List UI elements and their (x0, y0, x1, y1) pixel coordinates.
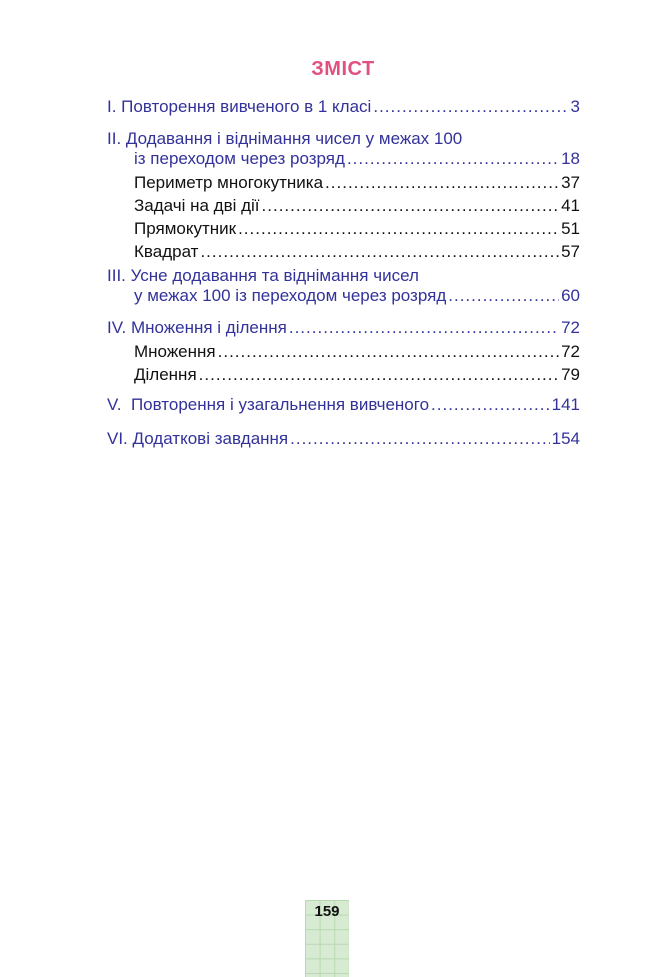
toc-entry-page: 57 (561, 242, 580, 261)
toc-entry-label: І. Повторення вивченого в 1 класі (107, 97, 372, 116)
toc-entry-label: IV. Множення і ділення (107, 318, 287, 337)
toc-entry-page: 51 (561, 219, 580, 238)
toc-entry-page: 72 (561, 342, 580, 361)
toc-entry-label: у межах 100 із переходом через розряд (134, 286, 447, 305)
toc-entry-page: 79 (561, 365, 580, 384)
dot-leader (448, 285, 559, 307)
page-title: ЗМІСТ (311, 58, 375, 80)
toc-entry-page: 72 (561, 318, 580, 337)
toc-entry-page: 154 (551, 429, 580, 448)
dot-leader (199, 364, 559, 386)
toc-entry-multiplication[interactable] (107, 341, 580, 363)
dot-leader (431, 394, 550, 416)
toc-entry-rectangle[interactable] (107, 218, 580, 240)
toc-entry-two-step-problems[interactable] (107, 195, 580, 217)
dot-leader (325, 172, 559, 194)
toc-entry-part-5[interactable] (107, 394, 580, 416)
toc-entry-page: 60 (561, 286, 580, 305)
toc-entry-label: ІІІ. Усне додавання та віднімання чисел (107, 266, 419, 285)
dot-leader (290, 428, 549, 450)
toc-entry-part-2-title[interactable] (107, 128, 580, 150)
toc-entry-label: V. Повторення і узагальнення вивченого (107, 395, 430, 414)
page-number: 159 (314, 903, 340, 920)
toc-entry-label: Ділення (134, 365, 197, 384)
toc-entry-part-3[interactable] (107, 285, 580, 307)
toc-entry-square[interactable] (107, 241, 580, 263)
toc-entry-part-4[interactable] (107, 317, 580, 339)
toc-entry-label: Периметр многокутника (134, 173, 324, 192)
dot-leader (289, 317, 559, 339)
dot-leader (200, 241, 559, 263)
toc-entry-label: Квадрат (134, 242, 199, 261)
dot-leader (347, 148, 559, 170)
toc-entry-label: Задачі на дві дії (134, 196, 260, 215)
toc-entry-part-6[interactable] (107, 428, 580, 450)
page-number-box (305, 900, 349, 977)
toc-entry-part-3-title[interactable] (107, 265, 580, 287)
toc-entry-perimeter[interactable] (107, 172, 580, 194)
dot-leader (373, 96, 568, 118)
toc-entry-page: 18 (561, 149, 580, 168)
toc-entry-label: із переходом через розряд (134, 149, 345, 168)
toc-entry-page: 41 (561, 196, 580, 215)
toc-entry-page: 141 (551, 395, 580, 414)
dot-leader (238, 218, 559, 240)
toc-entry-part-2[interactable] (107, 148, 580, 170)
dot-leader (218, 341, 559, 363)
toc-entry-part-1[interactable] (107, 96, 580, 118)
toc-entry-division[interactable] (107, 364, 580, 386)
toc-entry-label: Прямокутник (134, 219, 237, 238)
toc-entry-label: ІІ. Додавання і віднімання чисел у межах 100 (107, 129, 463, 148)
dot-leader (262, 195, 560, 217)
toc-entry-label: VI. Додаткові завдання (107, 429, 289, 448)
toc-entry-label: Множення (134, 342, 216, 361)
toc-entry-page: 3 (570, 97, 580, 116)
toc-entry-page: 37 (561, 173, 580, 192)
